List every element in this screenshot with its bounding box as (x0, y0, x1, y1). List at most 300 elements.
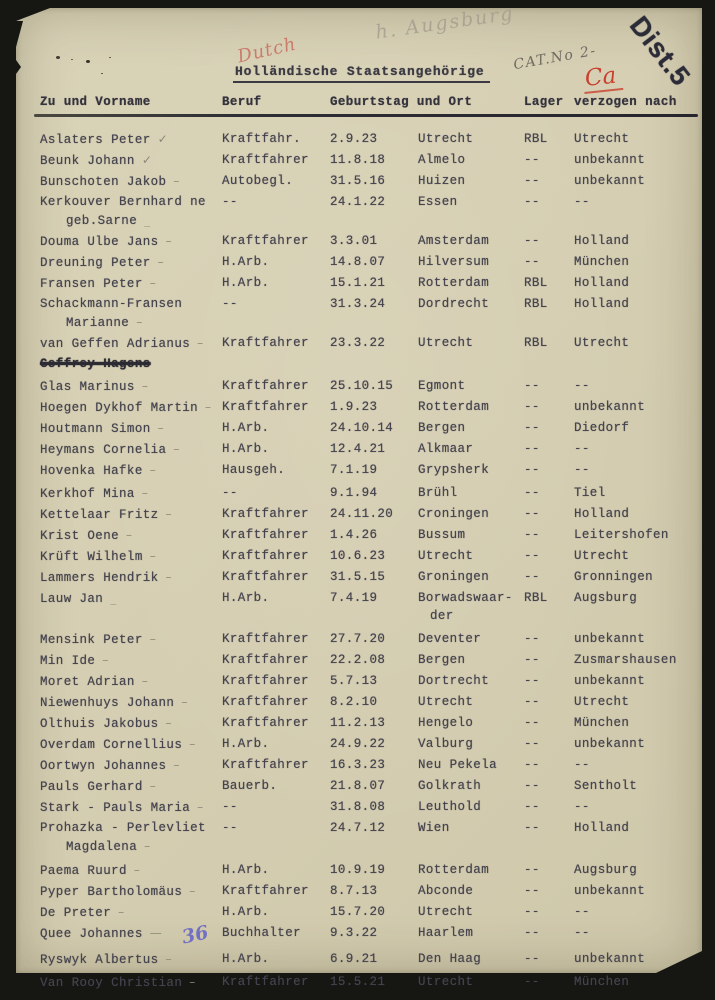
col-beruf: -- (222, 800, 238, 814)
col-lager: RBL (524, 276, 548, 290)
pencil-mark: _ (110, 591, 117, 605)
table-row (40, 354, 696, 374)
col-name: Quee Johannes — (40, 926, 163, 941)
col-place: Hengelo (418, 716, 474, 730)
col-moved: Holland (574, 821, 630, 835)
col-date: 24.9.22 (330, 737, 386, 751)
col-beruf: Kraftfahrer (222, 653, 309, 667)
col-date: 31.5.15 (330, 570, 386, 584)
col-place: Neu Pekela (418, 758, 498, 772)
table-row (40, 294, 696, 331)
col-beruf: Kraftfahrer (222, 632, 309, 646)
table-row (40, 192, 696, 229)
pencil-mark: – (165, 952, 172, 966)
table-row (40, 525, 696, 546)
pencil-mark: – (149, 276, 157, 290)
col-name: Hoegen Dykhof Martin – (40, 400, 212, 415)
col-moved: -- (574, 926, 590, 940)
col-lager: -- (524, 549, 540, 563)
col-beruf: Kraftfahrer (222, 549, 309, 563)
col-place: Bergen (418, 421, 466, 435)
pencil-mark: – (149, 632, 157, 646)
col-moved: Utrecht (574, 132, 630, 146)
col-lager: -- (524, 379, 540, 393)
col-date: 5.7.13 (330, 674, 378, 688)
col-moved: Utrecht (574, 549, 630, 563)
col-beruf: Kraftfahrer (222, 507, 309, 521)
col-name: Kettelaar Fritz – (40, 507, 172, 522)
pencil-mark: — (149, 926, 163, 940)
col-beruf: Kraftfahrer (222, 884, 309, 898)
col-place: Rotterdam (418, 863, 490, 877)
col-date: 15.5.21 (330, 975, 386, 989)
col-moved: unbekannt (574, 400, 646, 414)
pencil-mark: – (141, 674, 149, 688)
col-name: Kerkouver Bernhard ne geb.Sarne _ (40, 192, 222, 229)
table-row (40, 397, 696, 418)
col-moved: Holland (574, 507, 630, 521)
col-moved: Utrecht (574, 336, 630, 350)
col-name: Douma Ulbe Jans – (40, 234, 172, 249)
col-lager: -- (524, 800, 540, 814)
col-lager: -- (524, 486, 540, 500)
col-name: Overdam Cornellius – (40, 737, 196, 752)
col-place: Croningen (418, 507, 490, 521)
col-beruf: Bauerb. (222, 779, 278, 793)
col-place: Borwadswaar- der (418, 588, 524, 624)
col-moved: -- (574, 442, 590, 456)
col-lager: -- (524, 905, 540, 919)
col-name: Fransen Peter – (40, 276, 157, 291)
pencil-mark: – (157, 421, 165, 435)
col-lager: -- (524, 674, 540, 688)
col-place: Den Haag (418, 952, 482, 966)
red-pencil-annotation-dutch: Dutch (235, 33, 299, 68)
table-row (40, 231, 696, 252)
col-beruf: Kraftfahrer (222, 528, 309, 542)
table-row (40, 650, 696, 671)
pencil-mark: – (189, 975, 196, 989)
col-date: 23.3.22 (330, 336, 386, 350)
col-moved: Leitershofen (574, 528, 669, 542)
col-lager: -- (524, 463, 540, 477)
col-name: Heymans Cornelia – (40, 442, 180, 457)
table-row (40, 923, 696, 944)
col-place: Rotterdam (418, 276, 490, 290)
col-name-line2: geb.Sarne _ (66, 213, 151, 228)
col-date: 14.8.07 (330, 255, 386, 269)
col-name: Bunschoten Jakob – (40, 174, 180, 189)
col-beruf: H.Arb. (222, 591, 270, 605)
table-row (40, 150, 696, 171)
col-beruf: Kraftfahrer (222, 336, 309, 350)
table-row (40, 483, 696, 504)
col-moved: Holland (574, 234, 630, 248)
col-place: Grypsherk (418, 463, 490, 477)
page-title: Holländische Staatsangehörige (233, 64, 490, 83)
col-lager: -- (524, 421, 540, 435)
table-row (40, 273, 696, 294)
col-beruf: Kraftfahrer (222, 153, 309, 167)
col-moved: Gronningen (574, 570, 654, 584)
col-moved: -- (574, 905, 590, 919)
col-moved: unbekannt (574, 174, 646, 188)
col-name: Schackmann-Fransen Marianne – (40, 294, 222, 331)
pencil-mark: – (118, 905, 125, 919)
col-beruf: -- (222, 297, 238, 311)
table-row (40, 546, 696, 567)
col-lager: -- (524, 863, 540, 877)
col-name: De Preter – (40, 905, 125, 920)
table-row (40, 460, 696, 481)
table-header-row (40, 95, 694, 109)
table-row (40, 776, 696, 797)
header-divider-line (34, 114, 698, 117)
col-lager: -- (524, 442, 540, 456)
col-place: Golkrath (418, 779, 482, 793)
col-name: Pauls Gerhard – (40, 779, 157, 794)
col-date: 8.2.10 (330, 695, 378, 709)
col-beruf: -- (222, 821, 238, 835)
col-name: Olthuis Jakobus – (40, 716, 172, 731)
col-lager: -- (524, 737, 540, 751)
col-place: Abconde (418, 884, 474, 898)
col-beruf: Kraftfahrer (222, 975, 309, 989)
col-place: Wien (418, 821, 450, 835)
table-row (40, 881, 696, 902)
header-beruf: Beruf (222, 95, 262, 109)
pencil-mark: – (165, 234, 172, 248)
table-row (40, 671, 696, 692)
col-moved: München (574, 255, 630, 269)
col-lager: -- (524, 952, 540, 966)
col-lager: RBL (524, 591, 548, 605)
pencil-mark: _ (144, 213, 151, 227)
col-name: Krüft Wilhelm – (40, 549, 157, 564)
col-name: Moret Adrian – (40, 674, 149, 689)
col-place: Alkmaar (418, 442, 474, 456)
pencil-mark: – (173, 758, 180, 772)
col-beruf: Buchhalter (222, 926, 302, 940)
col-beruf: H.Arb. (222, 421, 270, 435)
col-name: Geffrey-Hagens (40, 357, 151, 371)
col-name: Lammers Hendrik – (40, 570, 172, 585)
col-place: Haarlem (418, 926, 474, 940)
col-moved: Diedorf (574, 421, 630, 435)
col-date: 11.8.18 (330, 153, 386, 167)
col-beruf: H.Arb. (222, 905, 270, 919)
pencil-annotation-augsburg: h. Augsburg (374, 2, 516, 44)
col-beruf: Kraftfahr. (222, 132, 302, 146)
pencil-mark: – (189, 737, 196, 751)
col-name: Pyper Bartholomäus – (40, 884, 196, 899)
col-lager: -- (524, 758, 540, 772)
col-place: Egmont (418, 379, 466, 393)
header-name: Zu und Vorname (40, 95, 151, 109)
col-name: Kerkhof Mina – (40, 486, 149, 501)
table-row (40, 972, 696, 993)
col-moved: Tiel (574, 486, 606, 500)
pencil-mark: – (144, 839, 151, 853)
col-lager: -- (524, 716, 540, 730)
col-name: Prohazka - Perlevliet Magdalena – (40, 818, 222, 855)
col-name: Van Rooy Christian – (40, 975, 196, 990)
col-name-line2: Marianne – (66, 315, 143, 330)
col-beruf: -- (222, 195, 238, 209)
col-lager: -- (524, 255, 540, 269)
col-lager: RBL (524, 336, 548, 350)
col-moved: Holland (574, 297, 630, 311)
pencil-mark: – (197, 800, 204, 814)
col-date: 2.9.23 (330, 132, 378, 146)
pencil-mark: – (149, 779, 157, 793)
col-moved: -- (574, 379, 590, 393)
col-beruf: Kraftfahrer (222, 400, 309, 414)
col-lager: -- (524, 153, 540, 167)
col-lager: -- (524, 234, 540, 248)
pencil-mark: – (149, 549, 157, 563)
col-place: Brühl (418, 486, 458, 500)
col-name: Stark - Pauls Maria – (40, 800, 204, 815)
table-row (40, 129, 696, 150)
table-row (40, 418, 696, 439)
col-lager: -- (524, 975, 540, 989)
col-name: Houtmann Simon – (40, 421, 165, 436)
pencil-mark: – (173, 442, 180, 456)
col-beruf: H.Arb. (222, 276, 270, 290)
col-moved: unbekannt (574, 884, 646, 898)
col-date: 9.1.94 (330, 486, 378, 500)
col-place: Amsterdam (418, 234, 490, 248)
col-moved: unbekannt (574, 153, 646, 167)
col-moved: Sentholt (574, 779, 638, 793)
col-place: Valburg (418, 737, 474, 751)
col-lager: -- (524, 174, 540, 188)
edge-notch (16, 60, 21, 74)
col-place: Rotterdam (418, 400, 490, 414)
col-moved: München (574, 716, 630, 730)
col-place: Dortrecht (418, 674, 490, 688)
col-name: Beunk Johann ✓ (40, 153, 153, 168)
red-pencil-initials: Ca (582, 62, 624, 94)
col-name: Mensink Peter – (40, 632, 157, 647)
col-date: 8.7.13 (330, 884, 378, 898)
blue-pencil-number: 36 (180, 921, 211, 949)
col-name: Krist Oene – (40, 528, 133, 543)
pencil-mark: – (173, 174, 180, 188)
col-moved: -- (574, 758, 590, 772)
col-beruf: Hausgeh. (222, 463, 286, 477)
col-place: Bergen (418, 653, 466, 667)
pencil-annotation-cat-no: CAT.No 2- (512, 42, 598, 74)
pencil-mark: – (133, 863, 141, 877)
col-date: 1.4.26 (330, 528, 378, 542)
pencil-mark: – (181, 695, 188, 709)
col-date: 27.7.20 (330, 632, 386, 646)
col-lager: -- (524, 570, 540, 584)
col-date: 24.11.20 (330, 507, 394, 521)
document-page (16, 2, 702, 990)
col-lager: -- (524, 779, 540, 793)
col-beruf: Kraftfahrer (222, 379, 309, 393)
col-date: 31.5.16 (330, 174, 386, 188)
col-beruf: Kraftfahrer (222, 570, 309, 584)
col-moved: unbekannt (574, 632, 646, 646)
col-beruf: Kraftfahrer (222, 674, 309, 688)
header-verzogen-nach: verzogen nach (574, 95, 677, 109)
col-lager: -- (524, 528, 540, 542)
col-name: van Geffen Adrianus – (40, 336, 204, 351)
col-date: 7.1.19 (330, 463, 378, 477)
col-name: Glas Marinus – (40, 379, 149, 394)
col-place: Utrecht (418, 549, 474, 563)
col-name: Lauw Jan _ (40, 591, 117, 606)
col-beruf: H.Arb. (222, 442, 270, 456)
col-beruf: Kraftfahrer (222, 758, 309, 772)
col-moved: Augsburg (574, 591, 638, 605)
col-beruf: Kraftfahrer (222, 234, 309, 248)
col-beruf: H.Arb. (222, 863, 270, 877)
col-moved: unbekannt (574, 674, 646, 688)
col-place: Hilversum (418, 255, 490, 269)
col-date: 15.7.20 (330, 905, 386, 919)
col-place: Utrecht (418, 975, 474, 989)
table-row (40, 504, 696, 525)
pencil-mark: ✓ (157, 132, 169, 146)
col-name-line2: Magdalena – (66, 839, 151, 854)
col-lager: -- (524, 400, 540, 414)
col-lager: -- (524, 632, 540, 646)
col-place: Essen (418, 195, 458, 209)
col-place: Utrecht (418, 132, 474, 146)
dist-5-stamp: Dist.5 (623, 10, 697, 92)
col-place: Utrecht (418, 695, 474, 709)
col-date: 15.1.21 (330, 276, 386, 290)
pencil-mark: – (141, 379, 149, 393)
col-beruf: Kraftfahrer (222, 695, 309, 709)
pencil-mark: – (189, 884, 196, 898)
col-place: Utrecht (418, 905, 474, 919)
pencil-mark: – (197, 336, 204, 350)
table-row (40, 797, 696, 818)
col-place: Leuthold (418, 800, 482, 814)
table-row (40, 171, 696, 192)
table-row (40, 902, 696, 923)
col-moved: Utrecht (574, 695, 630, 709)
col-beruf: H.Arb. (222, 737, 270, 751)
col-date: 24.7.12 (330, 821, 386, 835)
col-name: Oortwyn Johannes – (40, 758, 180, 773)
col-name: Hovenka Hafke – (40, 463, 157, 478)
col-date: 16.3.23 (330, 758, 386, 772)
col-name: Aslaters Peter ✓ (40, 132, 169, 147)
col-date: 24.10.14 (330, 421, 394, 435)
col-date: 31.8.08 (330, 800, 386, 814)
table-row (40, 333, 696, 354)
col-date: 6.9.21 (330, 952, 378, 966)
table-row (40, 818, 696, 855)
pencil-mark: – (157, 255, 165, 269)
col-moved: Zusmarshausen (574, 653, 677, 667)
table-row (40, 949, 696, 970)
col-date: 7.4.19 (330, 591, 378, 605)
col-date: 22.2.08 (330, 653, 386, 667)
col-place: Huizen (418, 174, 466, 188)
pencil-mark: – (141, 486, 149, 500)
col-date: 12.4.21 (330, 442, 386, 456)
col-lager: -- (524, 884, 540, 898)
col-name: Ryswyk Albertus – (40, 952, 172, 967)
table-row (40, 692, 696, 713)
col-beruf: H.Arb. (222, 255, 270, 269)
table-row (40, 252, 696, 273)
table-row (40, 713, 696, 734)
header-geburtstag-ort: Geburtstag und Ort (330, 95, 473, 109)
col-moved: -- (574, 800, 590, 814)
col-beruf: -- (222, 486, 238, 500)
col-lager: -- (524, 695, 540, 709)
table-row (40, 567, 696, 588)
table-row (40, 629, 696, 650)
table-row (40, 734, 696, 755)
table-row (40, 860, 696, 881)
header-lager: Lager (524, 95, 564, 109)
col-place: Groningen (418, 570, 490, 584)
pencil-mark: ✓ (141, 153, 153, 167)
col-date: 1.9.23 (330, 400, 378, 414)
pencil-mark: – (102, 653, 109, 667)
torn-corner-edge (16, 21, 23, 47)
col-moved: -- (574, 463, 590, 477)
col-date: 3.3.01 (330, 234, 378, 248)
table-row (40, 376, 696, 397)
pencil-mark: – (165, 716, 172, 730)
col-lager: RBL (524, 132, 548, 146)
table-row (40, 755, 696, 776)
col-place: Almelo (418, 153, 466, 167)
torn-corner (16, 8, 50, 21)
col-lager: RBL (524, 297, 548, 311)
table-row (40, 439, 696, 460)
col-moved: München (574, 975, 630, 989)
col-moved: unbekannt (574, 952, 646, 966)
col-lager: -- (524, 195, 540, 209)
col-beruf: Autobegl. (222, 174, 294, 188)
col-place: Utrecht (418, 336, 474, 350)
table-body (40, 129, 696, 993)
col-beruf: H.Arb. (222, 952, 270, 966)
col-place-line2: der (430, 609, 454, 623)
col-place: Deventer (418, 632, 482, 646)
col-date: 11.2.13 (330, 716, 386, 730)
col-date: 24.1.22 (330, 195, 386, 209)
col-beruf: Kraftfahrer (222, 716, 309, 730)
pencil-mark: – (165, 507, 172, 521)
col-place: Bussum (418, 528, 466, 542)
col-date: 10.6.23 (330, 549, 386, 563)
col-date: 21.8.07 (330, 779, 386, 793)
pencil-mark: – (136, 315, 143, 329)
col-lager: -- (524, 507, 540, 521)
col-moved: unbekannt (574, 737, 646, 751)
col-moved: Holland (574, 276, 630, 290)
col-moved: -- (574, 195, 590, 209)
col-name: Min Ide – (40, 653, 109, 668)
col-name: Niewenhuys Johann – (40, 695, 188, 710)
col-date: 10.9.19 (330, 863, 386, 877)
staple-specks (56, 56, 60, 59)
col-lager: -- (524, 653, 540, 667)
